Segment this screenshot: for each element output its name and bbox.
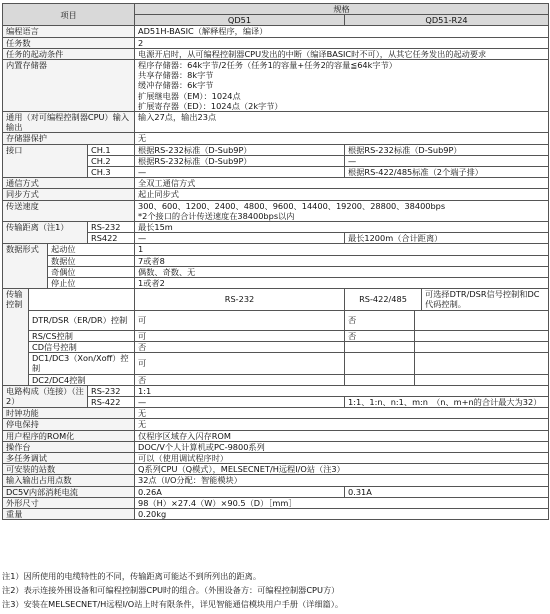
- row-value: 仅程序区域存入闪存ROM: [135, 430, 549, 441]
- row-value: 98（H）×27.4（W）×90.5（D）［mm］: [135, 497, 549, 508]
- row-value: AD51H-BASIC（解释程序，编译）: [135, 26, 549, 37]
- sub-label: 停止位: [48, 278, 135, 289]
- header-item: 项目: [3, 4, 135, 26]
- row-label: 任务数: [3, 37, 135, 48]
- footnote: 注3）安装在MELSECNET/H远程I/O站上时有限条件，详见智能通信模块用户手册（详细篇）。: [2, 599, 344, 609]
- sub-label: DC1/DC3（Xon/Xoff）控制: [29, 353, 135, 374]
- memory-values: [135, 60, 549, 112]
- sub-label: RS/CS控制: [29, 330, 135, 341]
- tc-note: 可选择DTR/DSR信号控制和DC代码控制。: [425, 289, 540, 310]
- header-qd51: QD51: [135, 15, 345, 26]
- row-label: 时钟功能: [3, 408, 135, 419]
- row-value: 起止同步式: [135, 189, 549, 200]
- row-label: 数据形式: [3, 244, 48, 289]
- row-label: 通信方式: [3, 178, 135, 189]
- row-value: 1: [135, 244, 549, 255]
- blank-cell: [29, 289, 135, 310]
- header-qd51r24: QD51-R24: [345, 15, 549, 26]
- cell-header: RS-422/485: [345, 289, 422, 309]
- sub-label: 奇偶位: [48, 266, 135, 277]
- footnote: 注1）因所使用的电缆特性的不同，传输距离可能达不到所列出的距离。: [2, 571, 262, 581]
- cell-qd51: 0.26A: [135, 486, 345, 497]
- blank-cell: [345, 353, 415, 374]
- sub-label: DC2/DC4控制: [29, 374, 135, 385]
- memory-line: 缓冲存储器：6k字节: [138, 80, 214, 91]
- cell-value: 可: [135, 330, 345, 341]
- row-label: 停电保持: [3, 419, 135, 430]
- row-label: 可安装的站数: [3, 464, 135, 475]
- row-value: 1:1: [135, 385, 549, 396]
- row-value: 无: [135, 133, 549, 144]
- header-spec: 规格: [135, 4, 549, 15]
- sub-label: DTR/DSR（ER/DR）控制: [29, 310, 135, 330]
- cell-qd51r24: 根据RS-232标准（D-Sub9P）: [345, 144, 549, 155]
- row-value: 电源开启时，从可编程控制器CPU发出的中断（编译BASIC时不可），从其它任务发出的起动要求: [135, 48, 549, 59]
- row-label: 同步方式: [3, 189, 135, 200]
- speed-note: *2个接口的合计传送速度在38400bps以内: [138, 210, 295, 221]
- row-label: 传送速度: [3, 200, 135, 221]
- memory-line: 程序存储器：64k字节/2任务（任务1的容量+任务2的容量≦64k字节）: [138, 60, 397, 71]
- spec-table: [2, 3, 549, 520]
- row-value: 全双工通信方式: [135, 178, 549, 189]
- channel-label: CH.2: [88, 155, 135, 166]
- channel-label: CH.1: [88, 144, 135, 155]
- sub-label: RS-232: [88, 222, 135, 233]
- memory-line: 扩展继电器（EM）：1024点: [138, 90, 241, 101]
- sub-label: 起动位: [48, 244, 135, 255]
- sub-label: 数据位: [48, 255, 135, 266]
- row-label: 存储器保护: [3, 133, 135, 144]
- cell-value: 否: [135, 374, 345, 385]
- row-label: 用户程序的ROM化: [3, 430, 135, 441]
- sub-label: CD信号控制: [29, 341, 135, 352]
- row-value: 偶数、奇数、无: [135, 266, 549, 277]
- blank-cell: [415, 374, 549, 385]
- row-value: DOC/V个人计算机或PC-9800系列: [135, 441, 549, 452]
- cell-value: 可: [135, 310, 345, 330]
- cell-header: RS-232: [135, 289, 345, 310]
- blank-cell: [415, 341, 549, 352]
- row-label: 重量: [3, 508, 135, 519]
- row-label: 任务的起动条件: [3, 48, 135, 59]
- sub-label: RS-422: [88, 396, 135, 407]
- cell-qd51: —: [135, 167, 345, 178]
- memory-line: 共享存储器：8k字节: [138, 70, 214, 81]
- row-label: DC5V内部消耗电流: [3, 486, 135, 497]
- sub-label: RS-232: [88, 385, 135, 396]
- row-value: Q系列CPU（Q模式），MELSECNET/H远程I/O站（注3）: [135, 464, 549, 475]
- speed-values: [135, 200, 549, 221]
- cell-qd51: —: [135, 233, 345, 244]
- cell-qd51r24: 0.31A: [345, 486, 549, 497]
- blank-cell: [345, 341, 415, 352]
- cell-qd51r24: 根据RS-422/485标准（2个端子排）: [345, 167, 549, 178]
- row-label: 传输距离（注1）: [3, 222, 88, 244]
- row-value: 0.20kg: [135, 508, 549, 519]
- blank-cell: [415, 353, 549, 374]
- row-value: 2: [135, 37, 549, 48]
- row-label: 通用（对可编程控制器CPU）输入输出: [3, 112, 135, 133]
- footnotes: [2, 569, 548, 611]
- row-label: 传输控制: [3, 289, 29, 385]
- row-label: 接口: [3, 144, 88, 178]
- cell-qd51r24: —: [345, 155, 549, 166]
- row-label: 输入输出占用点数: [3, 475, 135, 486]
- row-value: 可以（使用调试程序时）: [135, 452, 549, 463]
- cell-value: 可: [135, 353, 345, 374]
- row-value: 无: [135, 408, 549, 419]
- row-label: 电路构成（连接）（注2）: [3, 385, 88, 407]
- memory-line: 扩展寄存器（ED）：1024点（2k字节）: [138, 100, 283, 111]
- blank-cell: [415, 330, 549, 341]
- channel-label: CH.3: [88, 167, 135, 178]
- cell-value: 否: [135, 341, 345, 352]
- sub-label: RS422: [88, 233, 135, 244]
- cell-value: 否: [345, 310, 415, 330]
- cell-qd51: 根据RS-232标准（D-Sub9P）: [135, 144, 345, 155]
- footnote: 注2）表示连接外围设备和可编程控制器CPU时的组合。（外围设备方：可编程控制器CPU方）: [2, 585, 340, 595]
- row-label: 编程语言: [3, 26, 135, 37]
- row-value: 最长15m: [135, 222, 549, 233]
- tc-right-header: [345, 289, 549, 310]
- blank-cell: [415, 310, 549, 330]
- cell-value: 否: [345, 330, 415, 341]
- row-value: 无: [135, 419, 549, 430]
- row-value: 输入27点，输出23点: [135, 112, 549, 133]
- row-value: 32点（I/O分配：智能模块）: [135, 475, 549, 486]
- row-label: 外形尺寸: [3, 497, 135, 508]
- tc-inner: [345, 289, 548, 309]
- row-label: 多任务调试: [3, 452, 135, 463]
- row-label: 操作台: [3, 441, 135, 452]
- blank-cell: [345, 374, 415, 385]
- cell-qd51: 根据RS-232标准（D-Sub9P）: [135, 155, 345, 166]
- cell-qd51: —: [135, 396, 345, 407]
- row-label: 内置存储器: [3, 60, 135, 112]
- cell-qd51r24: 1:1、1:n、n:1、m:n （n、m+n的合计最大为32）: [345, 396, 549, 407]
- row-value: 7或者8: [135, 255, 549, 266]
- speed-list: 300、600、1200、2400、4800、9600、14400、19200、28800、38400bps: [138, 200, 446, 211]
- row-value: 1或者2: [135, 278, 549, 289]
- cell-qd51r24: 最长1200m（合计距离）: [345, 233, 549, 244]
